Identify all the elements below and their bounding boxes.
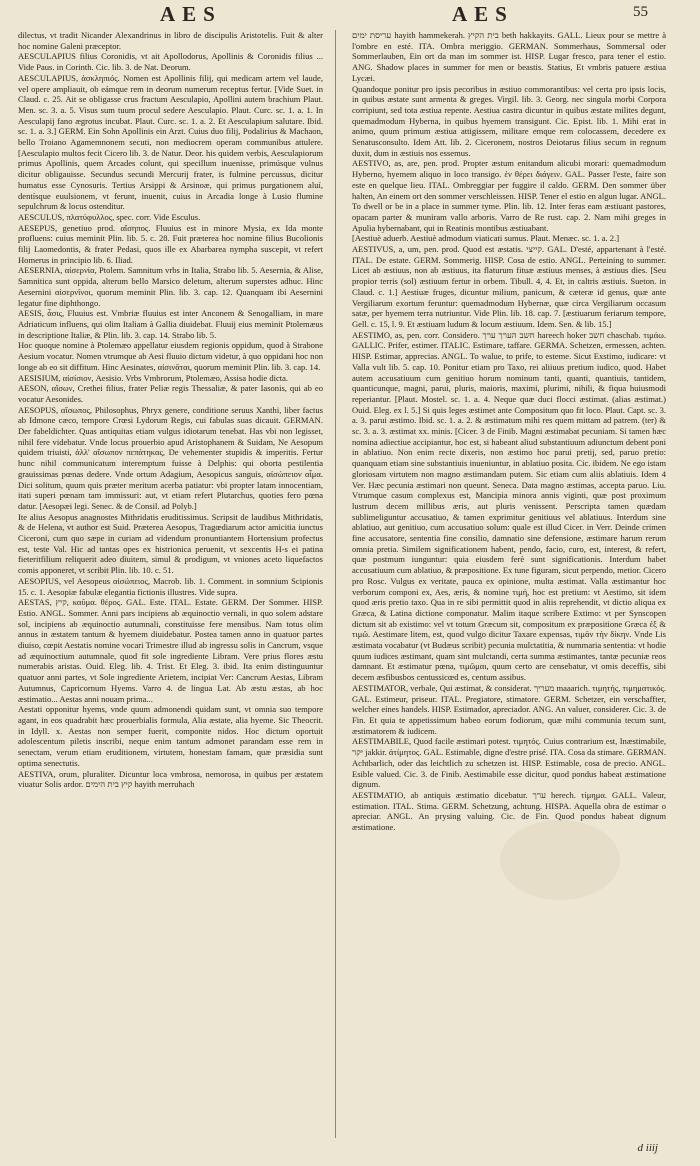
dictionary-entry: Aestati opponitur hyems, vnde quum admonendi quidam sunt, vt omnia suo tempore agant, in eos quadrabit hæc prouerbialis formula, Alia æstate, alia hyeme. Sic Theocrit. in Idyll. x. Aestas non semper fuerit, componite nidos. Hoc dictum oportuit adolescentum piletis inscribi, neque enim tantum admonet parandam esse rem in senectam, verum etiam eruditionem, virtutem, honestam famam, quæ præsidia sunt optima senectutis.: [18, 704, 323, 768]
dictionary-entry: AESCULAPIUS, ἀσκληπιός. Nomen est Apollinis filij, qui medicam artem vel laude, vel opere ampliauit, ob eámque rem in deorum numerum receptus fertur. [Vide Suet. in Claud. c. 25. Ait se obligasse crus fractum Aesculapio, Apollini autem brachium Plaut. Men. sc. 3. a. 5. Visus sum tuum procul sedere Aesculapio. Plaut. Curc. sc. 1. a. 1. In Aesculapij fano ægrotus incubat. Plaut. Curc. sc. 1. a. 2. Et Aesculapium salutare. Ibid. sc. 1. a. 3.] GERM. Ein Sohn Apollinis ein Arzt. Cuius duo filij, Podalirius & Machaon, bello Troiano Agamemnonem secuti, non mediocrem operam communibus attulere. [Aesculapio multos fecit Cicero lib. 3. de Natur. Deor. his quidem verbis, Aesculapiorum primus Apollinis, quem Arcades colunt, qui specillum inuenisse, primúsque vulnus dicitur obligauisse. Secundus secundi Mercurij frater, is fulmine percussus, dicitur humatus esse Cynosuris. Tertius Arsippi & Arsinoæ, qui primus purgationem aluí, dentísque euulsionem, vt ferunt, inuenit, cuius in Arcadia longe à Lusio flumine sepulchrum & locus ostenditur.: [18, 72, 323, 212]
dictionary-entry: AESTIVA, orum, pluraliter. Dicuntur loca vmbrosa, nemorosa, in quibus per æstatem viuatur Solis ardor. קיץ בית הימים hayith merruhach: [18, 768, 323, 790]
dictionary-entry: AESON, αἴσων, Crethei filius, frater Peliæ regis Thessaliæ, & pater Iasonis, qui ab eo vocatur Aesonides.: [18, 383, 323, 404]
dictionary-entry: Quandoque ponitur pro ipsis pecoribus in æstiuo commorantibus: vel certa pro ipsis locis, in quibus æstate sunt armenta & greges. Virgil. lib. 3. Georg. nec singula morbi Corpora corripiunt, sed tota æstiua repente. Aestiua castra dicuntur in quibus æstate milites degunt, quemadmodum Hyberna, in quibus hyemem transigunt. Cic. Epist. lib. 1. Mihi erat in animo, quum primum æstiua attigissem, militare emque rem colocassem, decedere ex Senatusconsulto. Idem Att. lib. 2. Ciceronem, nostros Deiotarus filius secum in regnum duxit, dum in æstiuis nos essemus.: [352, 83, 666, 158]
column-divider: [335, 30, 336, 1138]
left-column: [18, 30, 323, 1140]
dictionary-entry: AESTIMATOR, verbale, Qui æstimat, & considerat. מעריך maaarich. τιμητής, τιμηματικός. GAL. Estimeur, priseur. ITAL. Pregiatore, stimatore. GERM. Schetzer, ein verschaffter, welcher eines handels. HISP. Estimador, apreciador. ANG. An valuer, considerer. Cic. 3. de Fin. Et quia te appetissimum habeo eorum fodiorum, quæ mihi communia tecum sunt, æstimatorem & iudicem.: [352, 682, 666, 736]
dictionary-entry: AESOPUS, αἴσωπος, Philosophus, Phryx genere, conditione seruus Xanthi, liber factus ab Idmone cæco, tempore Crœsi Lydorum Regis, cui fabulas suas dicauit. GERMAN. Der fabeldichter. Quas antiquitas etiam vulgus idiotarum tenebat. Has vbi non legisset, nihil fere videbatur. Vnde locus prouerbio apud Aristophanem & Suidam, Ne Aesopum quidem triuisti, ἀλλ' αἴσωπον πεπάτηκας, De vehementer stupidis & imperitis. Fertur hunc nihil communicatum interemptum fuisse à Delphis: qui oborta pestilentia grauissimas pœnas dedere. Vnde ortum Adagium, Aesopicus sanguis, αἰσώπειον αἷμα. Dici solitum, quum quis præter meritum acerba patiatur: vbi propter latam innocentiam, itati superi pœnam tam immissuri: aut, vt etiam refert Plutarchus, quoties fero pœna datur. [Aesopæi legi. Senec. & de Consil. ad Polyb.]: [18, 404, 323, 511]
dictionary-entry: AESTIVO, as, are, pen. prod. Propter æstum enitandum alicubi morari: quemadmodum Hyberno, hyemem aliquo in loco transigo. ἐν θέρει διάγειν. GAL. Passer l'este, faire son este en quelque lieu. ITAL. Ombreggiar per fuggire il caldo. GERM. Den sommer über halten, An einem ort den sommer verschleissen. HISP. Tener el estio en algun lugar. ANGL. To dwell or be in a place in summer tyme. Plin. lib. 12. Inter feras eam æstiuant pastores, opacam parter & muniram vallo arboris. Varro de Re rust. cap. 2. Nam mihi greges in Apulia hybernabant, qui in Reatinis montibus æstiuabant.: [352, 158, 666, 233]
dictionary-entry: AESTIMO, as, pen. corr. Considero. חשב הערך ערך hareech hoker חשב chaschab. τιμάω. GALLIC. Prifer, estimer. ITALIC. Estimare, taffare. GERMA. Schetzen, ermessen, achten. HISP. Estimar, apprecias. ANGL. To walue, to prife, to esteme. Sicut Exstimo, iudicare: vt Valla vult lib. 5. cap. 10. Ponitur etiam pro Taxo, rei aliiuus pretium iudico, quod. Habet autem accusatiuum cum genitiuo horum nominum tanti, quanti, quantiuis, tantidem, quanticunque, magni, parui, pluris, maioris, maximi, plurimi, nihili, & fiqua huiusmodi reperiantur. [Plaut. Mostel. sc. 1. a. 4. Neque quæ duci flocci æstimat. (alias æstimat.) Ouid. Eleg. ex l. 5.] Si quis leges æstimet ante Compositum quo fit loco. Plaut. Capt. sc. 3. a. 3. parui æstimo. Ibid. sc. 1. a. 2. & æstimatum mihi res quem mittam ad patrem. (ter) & sc. 3. a. 3. æstimat xx. minis. [Cicer. 3 de Finib. Magni æstimabat pecuniam. Si tamen hæc nomina adiectiue accipiantur, hoc est, si habeant aliud substantiuum adiunctum debent poni in ablatiuo. Non enim recte dixeris, non æstimo hoc parui pretij, sed, paruo pretio: quanquam etiam sine substantiuis inueniuntur, in ablatiuo posita. Cic. ibidem. Ne ego istam gloriosam virtutem non magno æstimandam putem. Sic etiam cum aliis ablatiuis. Idem 4 Ver. Hæc pecunia æstimari non queunt. Seneca. Data magno æstimas, accepta paruo. Liu. Vtrumque casum complexus est, Mancipia minora annis viginti, quæ post proximum lustrum decem millibus æris, aut pluris venissent. Perscripta tamen quædam sublimeliguntur accusatiuo, & tamen exprimitur genitiuus vel ablatiuus. Interdum sine ablatiuo, aut genitiuo, cum accusatiuo solum: quale est illud Cicer. in Verr. Deinde crimen fine accusatore, sententia fine consilio, damnatio sine defensione, æstimare harum rerum omnia pretia. Similem significationem habent, pendo, facio, curo, est, interest, & refert, quæ postmum iunguntur: quia eiusdem ferè sunt significationis. Interdum habet accusatiuum cum ablatiuo, & præpositione. Ex tune figuram, sicut perpendo, metior. Cicero pro Rosc. Vulgus ex veritate, pauca ex opinione, multa æstimat. Valla æstimantur hoc verborum componi ex, Aes, æris, & nomine τιμή, hoc est pretium: vt Aestimo, sit idem quod æris pretio taxo. Qua in re sibi permittit quod in aliis reprehendit, vt dictio aliqua ex Græca, & Latina dictione componatur. Malim itaque scribere Extimo: vt per Synscopen dictum sit ab existimo: vel vt totum Græcum sit, compositum ex præpositione Græca ἐξ & τιμῶ. Aestimare litem, est, quod vulgo dicitur Taxare expensas, τιμᾶν τὴν δίκην. Vnde Lis æstimata vocabatur (vt Budæus scribit) pecunia mulctatitia, & nummaria sententia: vt hodie quum iudices æstimant, quam sint mulctandi, certa summa æstimantes, tantæ pecuniæ reos damnant. Et æstimatur pœna, τιμῶμαι, quum certo are censebatur, vt omis deceffis, sibi decem æsfibusbos centussicœd es, centum assibus.: [352, 329, 666, 683]
dictionary-entry: עריסת ימים hayith hammekerah. בית הקיץ beth hakkayits. GALL. Lieux pour se mettre à l'ombre en esté. ITA. Ombra meriggio. GERMAN. Sommerhaus, Sommersal oder Sommerlauben, Ein ort da man im sommer ist. HISP. Lugar fresco, para tener el estio. ANG. Shadow places in summer for men or beastis. Statius, Et vmbris patuere æstiua Lycæi.: [352, 30, 666, 83]
signature-mark: d iiij: [637, 1142, 658, 1154]
dictionary-entry: AESISIUM, αἰσίσιον, Aesisio. Vrbs Vmbrorum, Ptolemæo, Assisa hodie dicta.: [18, 372, 289, 383]
running-head: [0, 2, 700, 26]
dictionary-entry: AESERNIA, αἰσερνία, Ptolem. Samnitum vrbs in Italia, Strabo lib. 5. Aesernia, & Alise, Samnitica sunt oppida, alterum bello Marsico deletum, alterum superstes adhuc. Hinc Aesernini αἰσερνῖνοι, quorum meminit Plin. lib. 3. cap. 12. Quanquam ibi Aesernini legatur fine diphthongo.: [18, 265, 323, 308]
dictionary-entry: AESEPUS, genetiuo prod. αἴσηπος. Fluuius est in minore Mysia, ex Ida monte profluens: cuius meminit Plin. lib. 5. c. 28. Fuit præterea hoc nomine filius Bucolionis filij Laomedontis, & frater Pedasi, quos ille ex Abarbarea nympha suscepit, vt refert Homerus in principio lib. 6. Iliad.: [18, 222, 323, 265]
dictionary-entry: dilectus, vt tradit Nicander Alexandrinus in libro de discipulis Aristotelis. Fuit & alter hoc nomine Galeni præceptor.: [18, 30, 323, 51]
dictionary-entry: Hoc quoque nomine à Ptolemæo appellatur eiusdem regionis oppidum, quod à Strabone Aesium vocatur. Nomen vtrumque ab Aesi fluuio dictum videtur, à quo oppidani hoc non longe ab eo sit diffitum. Hinc Aesinates, αἰσινᾶται, quorum meminit Plin. lib. 3. cap. 14.: [18, 340, 323, 372]
running-head-left: AES: [160, 2, 222, 26]
dictionary-entry: AESTIMABILE, Quod facile æstimari potest. τιμητός. Cuius contrarium est, Inæstimabile, יקר jakkir. ἀτίμητος. GAL. Estimable, digne d'estre prisé. ITA. Cosa da stimare. GERMAN. Achtbarlich, oder das leichtlich zu schetzen ist. HISP. Estimable, cosa de precio. ANGL. Esible valued. Cic. 3. de Finib. Aestimabile esse dicitur, quod pondus habeat æstimatione dignum.: [352, 736, 666, 790]
dictionary-entry: AESCULUS, πλατύφυλλος, spec. corr. Vide Esculus.: [18, 211, 201, 222]
dictionary-entry: AESCULAPIUS filius Coronidis, vt ait Apollodorus, Apollinis & Coronidis filius ... Vide Paus. in Corinth. Cic. lib. 3. de Nat. Deorum.: [18, 51, 323, 73]
dictionary-entry: [Aestiuè aduerb. Aestiuè admodum viaticati sumus. Plaut. Menæc. sc. 1. a. 2.]: [352, 233, 620, 244]
dictionary-entry: AESTAS, קיץ, καῦμα. θέρος. GAL. Este. ITAL. Estate. GERM. Der Sommer. HISP. Estio. ANGL. Sommer. Anni pars incipiens ab æquinoctio vernali, in quo solem adstare sol, incipiens ab æquinoctio autumnali, constituisse fere mensibus. Nam totus olim annus in æstatem tantum & hyemem diuidebatur. Postea tamen anno in quatuor partes diuiso, cœpit Aestatis nomine vocari Trimestre illud ab ingressu solis in Cancrum, vsque ad æquinoctium autumnale, quod fit sole ingrediente Libram. Vere prius flores æstu numerabis aristas. Ouid. Eleg. lib. 4. Trist. Et Eleg. 3. ibid. Ita enim distinguuntur quatuor anni partes, vt Sole ingrediente Arietem, incipiat Ver: Cancrum Aestas, Libram Autumnus, Capricornum Hyems. Varro 4. de lingua Lat. Ab æstu æstas, ab hoc æstimatio... Aestas anni nouam prima...: [18, 597, 323, 704]
running-head-right: AES: [452, 2, 514, 26]
dictionary-entry: AESOPIUS, vel Aesopeus αἰσώπειος, Macrob. lib. 1. Comment. in somnium Scipionis 15. c. 1. Aesopiæ fabulæ elegantia fictionis illustres. Vide supra.: [18, 575, 323, 597]
dictionary-entry: AESTIMATIO, ab antiquis æstimatio dicebatur. ערך herech. τίμημα. GALL. Valeur, estimation. ITAL. Stima. GERM. Schetzung, achtung. HISPA. Aquella obra de estimar o apreciar. ANGL. An prysing valuing. Cic. de Fin. Quod pondus habeat dignum æstimatione.: [352, 789, 666, 833]
dictionary-entry: AESIS, ἆσις, Fluuius est. Vmbriæ fluuius est inter Anconem & Senogalliam, in mare Adriaticum influens, qui olim Italiam à Gallia diuidebat. Fluuij eius meminit Ptolemæus in descriptione Italiæ, & Plin. lib. 3. cap. 14. Strabo lib. 5.: [18, 308, 323, 340]
dictionary-entry: AESTIVUS, a, um, pen. prod. Quod est æstatis. קייצי. GAL. D'esté, appartenant à l'esté. ITAL. De estate. GERM. Sommerig. HISP. Cosa de estio. ANGL. Perteining to summer. Licet ab æstiuus, non ab æstiuus, ita flaturum fituæ æstiuus menses, à æstiuus dies. [Seu propior terris (sol) æstiuum fertur in orbem. Tibull. 4, 4. Et, in caltris æstiuis. Sueton. in Claud. c. 1.] Aestiuæ fruges, dicuntur milium, panicum, & cæteræ id genus, quæ ante Vergiliarum exortum feruntur: quemadmodum Hybernæ, quæ circa Vergiliarum occasum satæ, per hyemem terra nutriuntur. Vide Plin. lib. 18. cap. 7. [æstiuarum feriarum tempore, Gell. c. 15, l. 9. Et æstiuam ludum & locum æstiuum. Idem. Sen. & lib. 15.]: [352, 244, 666, 329]
dictionary-entry: Ite alius Aesopus anagnostes Mithridatis eruditissimus. Scripsit de laudibus Mithridatis, & de Helena, vt author est Suid. Præterea Aesopus, Tragœdiarum actor amicitia iunctus Ciceroni, cum quo sæpe in curiam ad videndum pronuntiantem Hortensium profectus est, teste Val. Hic ad tantas opes ex histrionica peruenit, vt sexcentis H-s ei patina fieteritfilium reliquerit adeo diuitem, simul & prodigum, vt vniones aceto liquefactos comis apponeret, vt scribit Plin. lib. 10. c. 51.: [18, 511, 323, 576]
right-column: [352, 30, 666, 1140]
page-number: 55: [633, 4, 648, 20]
